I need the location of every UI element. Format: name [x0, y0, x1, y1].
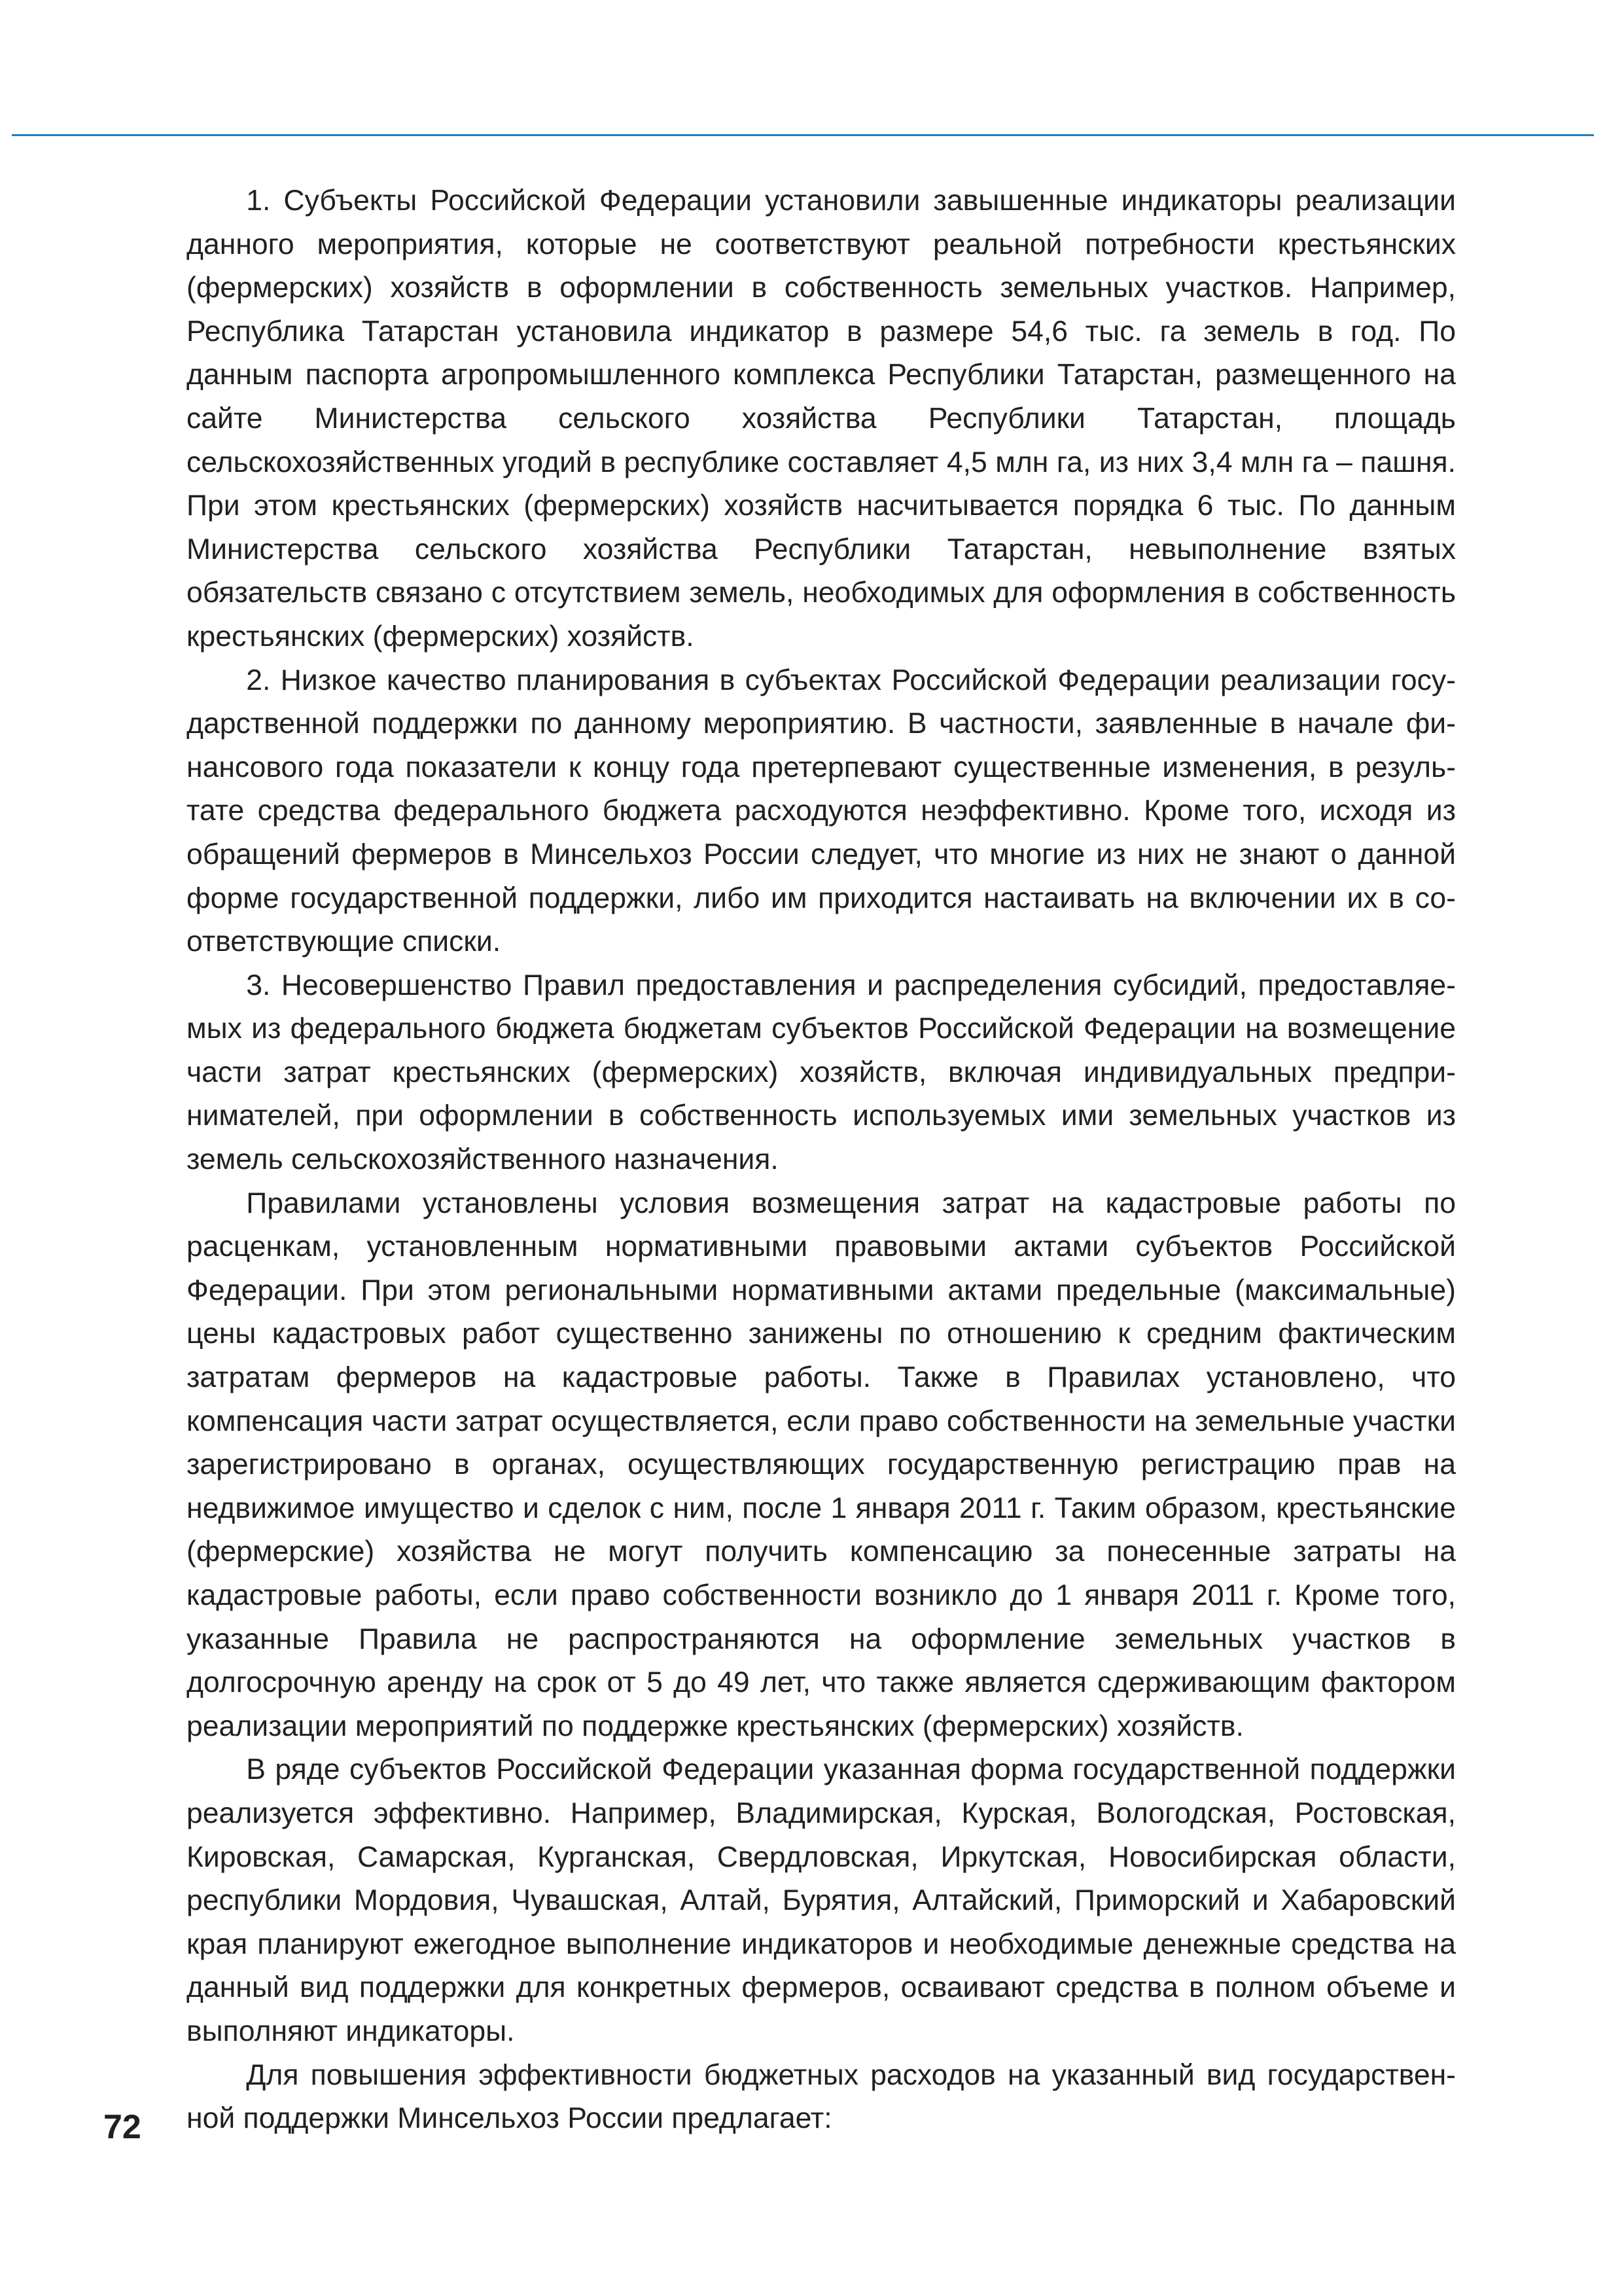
paragraph-6: Для повышения эффективности бюджетных расходов на указанный вид государственной поддержки Минсельхоз России предлагает: [186, 2058, 1456, 2135]
body-text [186, 179, 1456, 2141]
paragraph-5: В ряде субъектов Российской Федерации указанная форма государственной поддержки реализуется эффективно. Например, Владимирская, Курская, Вологодская, Ростовская, Кировская, Самарская, Курганская, Свердловская, Иркутская, Новосибирская области, республики Мордовия, Чувашская, Алтай, Бурятия, Алтайский, Приморский и Хабаровский края планируют ежегодное выполнение индикаторов и необходимые денежные средства на данный вид поддержки для конкретных фермеров, осваивают средства в полном объеме и выполняют индикаторы. [186, 1753, 1456, 2047]
page-number: 72 [103, 2108, 141, 2146]
paragraph-3: 3. Несовершенство Правил предоставления и распределения субсидий, предоставляемых из федерального бюджета бюджетам субъектов Российской Федерации на возмещение части затрат крестьянских (фермерских) хозяйств, включая индивидуальных предпринимателей, при оформлении в собственность используемых ими земельных участков из земель сельскохозяйственного назначения. [186, 969, 1456, 1176]
header-rule [12, 134, 1594, 136]
paragraph-2: 2. Низкое качество планирования в субъектах Российской Федерации реализации государственной поддержки по данному мероприятию. В частности, заявленные в начале финансового года показатели к концу года претерпевают существенные изменения, в результате средства федерального бюджета расходуются неэффективно. Кроме того, исходя из обращений фермеров в Минсельхоз России следует, что многие из них не знают о данной форме государственной поддержки, либо им приходится настаивать на включении их в соответствующие списки. [186, 664, 1456, 958]
paragraph-4: Правилами установлены условия возмещения затрат на кадастровые работы по расценкам, установленным нормативными правовыми актами субъектов Российской Федерации. При этом региональными нормативными актами предельные (максимальные) цены кадастровых работ существенно занижены по отношению к средним фактическим затратам фермеров на кадастровые работы. Также в Правилах установлено, что компенсация части затрат осуществляется, если право собственности на земельные участки зарегистрировано в органах, осуществляющих государственную регистрацию прав на недвижимое имущество и сделок с ним, после 1 января 2011 г. Таким образом, крестьянские (фермерские) хозяйства не могут получить компенсацию за понесенные затраты на кадастровые работы, если право собственности возникло до 1 января 2011 г. Кроме того, указанные Правила не распространяются на оформление земельных участков в долгосрочную аренду на срок от 5 до 49 лет, что также является сдерживающим фактором реализации мероприятий по поддержке крестьянских (фермерских) хозяйств. [186, 1187, 1456, 1742]
paragraph-1: 1. Субъекты Российской Федерации установили завышенные индикаторы реализации данного мероприятия, которые не соответствуют реальной потребности крестьянских (фермерских) хозяйств в оформлении в собственность земельных участков. Например, Республика Татарстан установила индикатор в размере 54,6 тыс. га земель в год. По данным паспорта агропромышленного комплекса Республики Татарстан, размещенного на сайте Министерства сельского хозяйства Республики Татарстан, площадь сельскохозяйственных угодий в республике составляет 4,5 млн га, из них 3,4 млн га – пашня. При этом крестьянских (фермерских) хозяйств насчитывается порядка 6 тыс. По данным Министерства сельского хозяйства Республики Татарстан, невыполнение взятых обязательств связано с отсутствием земель, необходимых для оформления в собственность крестьянских (фермерских) хозяйств. [186, 185, 1456, 653]
